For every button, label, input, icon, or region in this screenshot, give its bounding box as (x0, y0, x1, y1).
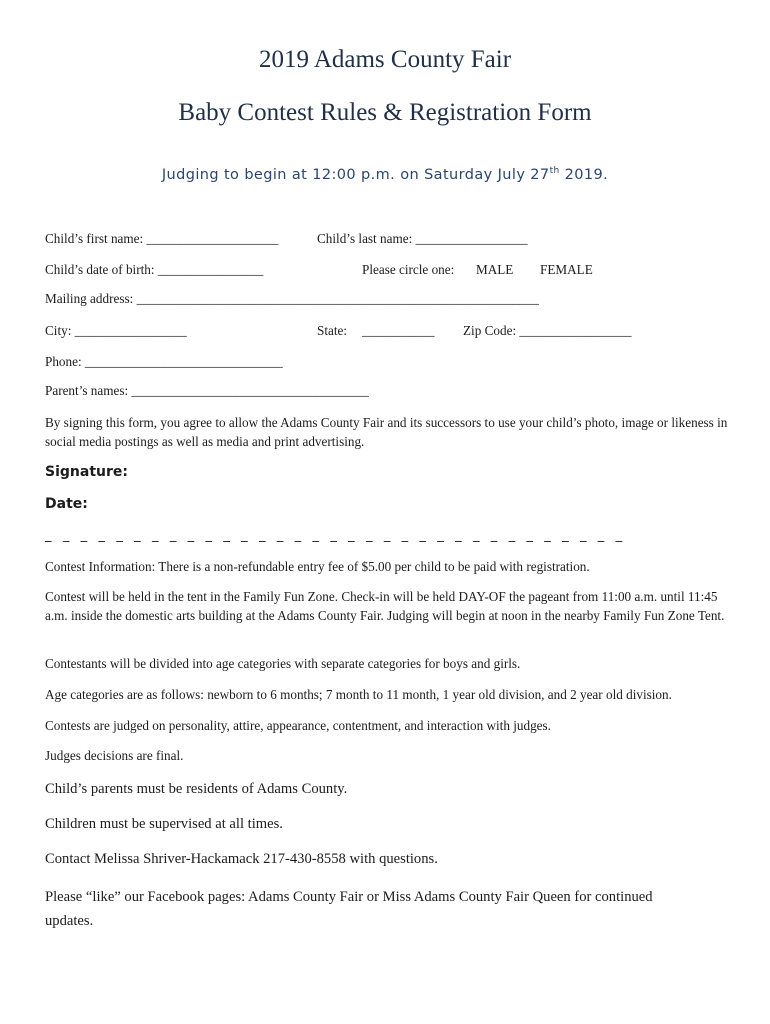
date-of-birth-field[interactable]: Child’s date of birth: ________________ (45, 262, 264, 277)
phone-field[interactable]: Phone: ______________________________ (45, 354, 283, 369)
signature-label[interactable]: Signature: (45, 464, 128, 480)
mailing-address-field[interactable]: Mailing address: _____________________________________________________________ (45, 291, 539, 306)
judging-text: Judging to begin at 12:00 p.m. on Saturday July 27 (161, 166, 550, 183)
document-subtitle: Baby Contest Rules & Registration Form (178, 99, 592, 126)
cut-divider: _ _ _ _ _ _ _ _ _ _ _ _ _ _ _ _ _ _ _ _ _ _ _ _ _ _ _ _ _ _ _ _ _ (45, 528, 626, 543)
city-field[interactable]: City: _________________ (45, 323, 187, 338)
rule-age-categories: Age categories are as follows: newborn to 6 months; 7 month to 11 month, 1 year old division, and 2 year old division. (45, 687, 672, 702)
rule-residency: Child’s parents must be residents of Adams County. (45, 781, 348, 797)
first-name-field[interactable]: Child’s first name: ____________________ (45, 231, 279, 246)
rule-facebook: Please “like” our Facebook pages: Adams County Fair or Miss Adams County Fair Queen for continued updates. (45, 889, 653, 929)
gender-option-female[interactable]: FEMALE (540, 262, 593, 277)
rule-location-checkin: Contest will be held in the tent in the Family Fun Zone. Check-in will be held DAY-OF the pageant from 11:00 a.m. until 11:45 a.m. inside the domestic arts building at the Adams County Fair. Judging will begin at noon in the nearby Family Fun Zone Tent. (45, 589, 725, 623)
gender-prompt: Please circle one: (362, 262, 455, 277)
judging-notice (0, 166, 770, 183)
rule-entry-fee: Contest Information: There is a non-refundable entry fee of $5.00 per child to be paid with registration. (45, 559, 590, 574)
last-name-field[interactable]: Child’s last name: _________________ (317, 231, 528, 246)
consent-paragraph: By signing this form, you agree to allow the Adams County Fair and its successors to use your child’s photo, image or likeness in social media postings as well as media and print advertising. (45, 415, 728, 449)
rule-categories: Contestants will be divided into age categories with separate categories for boys and girls. (45, 656, 521, 671)
judging-year: 2019. (559, 166, 609, 183)
date-label[interactable]: Date: (45, 496, 88, 512)
rule-judging-criteria: Contests are judged on personality, attire, appearance, contentment, and interaction with judges. (45, 718, 551, 733)
rule-contact: Contact Melissa Shriver-Hackamack 217-430-8558 with questions. (45, 851, 438, 867)
judging-superscript: th (549, 166, 560, 176)
state-label: State: (317, 323, 348, 338)
parents-names-field[interactable]: Parent’s names: ____________________________________ (45, 383, 369, 398)
document-title: 2019 Adams County Fair (258, 46, 512, 73)
zip-code-field[interactable]: Zip Code: _________________ (463, 323, 632, 338)
rule-decisions-final: Judges decisions are final. (45, 748, 184, 763)
rule-supervision: Children must be supervised at all times. (45, 816, 283, 832)
gender-option-male[interactable]: MALE (476, 262, 514, 277)
state-field[interactable]: ___________ (362, 323, 435, 338)
